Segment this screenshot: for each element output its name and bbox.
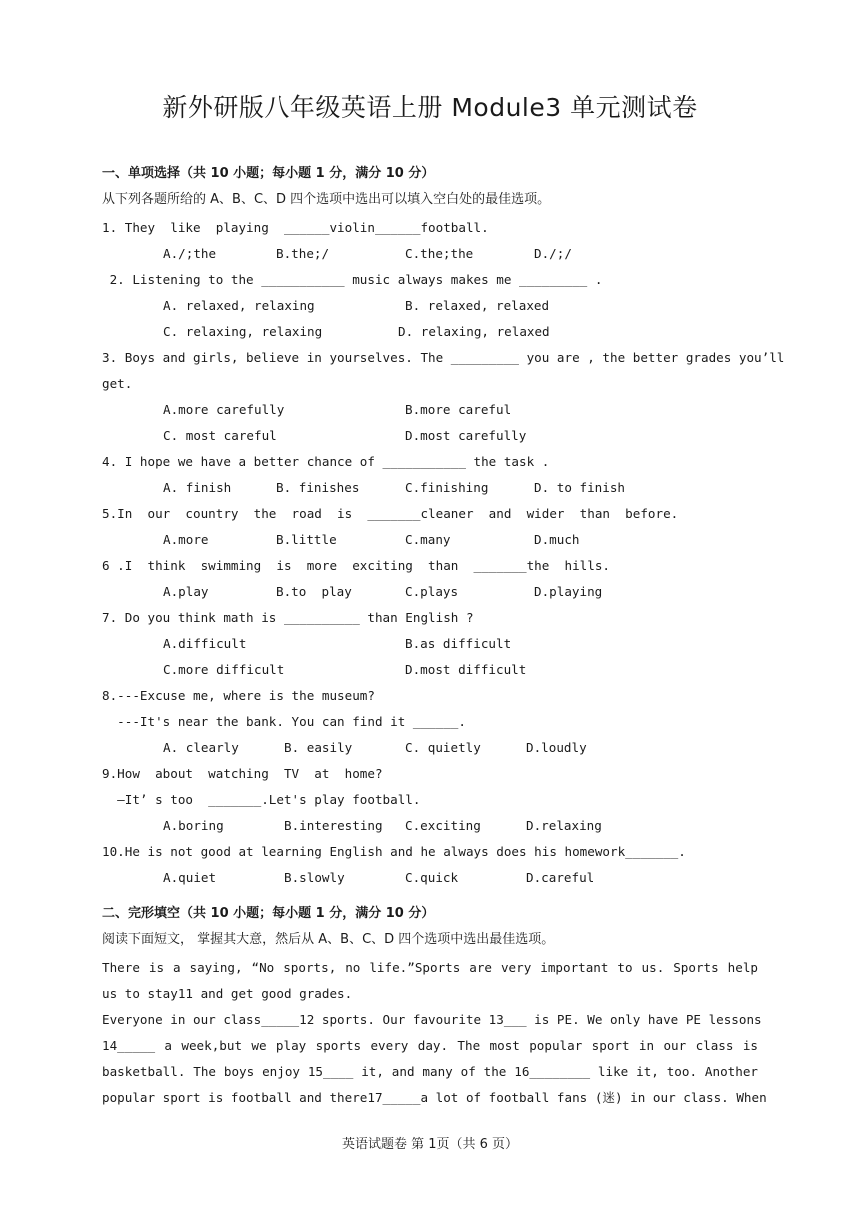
q1-option-c: C.the;the [405, 246, 474, 261]
q3-option-d: D.most carefully [405, 428, 527, 443]
question-3-stem: 3. Boys and girls, believe in yourselves. The _________ you are , the better grades you’ll [102, 350, 785, 365]
q3-option-b: B.more careful [405, 402, 512, 417]
q5-option-c: C.many [405, 532, 451, 547]
question-7-stem: 7. Do you think math is __________ than English ? [102, 610, 474, 625]
q3-option-c: C. most careful [163, 428, 277, 443]
q9-option-d: D.relaxing [526, 818, 602, 833]
question-4-stem: 4. I hope we have a better chance of ___________ the task . [102, 454, 550, 469]
q6-option-d: D.playing [534, 584, 603, 599]
question-1-stem: 1. They like playing ______violin______football. [102, 220, 489, 235]
q9-option-b: B.interesting [284, 818, 383, 833]
q7-option-b: B.as difficult [405, 636, 512, 651]
page-footer: 英语试题卷 第 1页（共 6 页） [341, 1137, 519, 1152]
q1-option-b: B.the;/ [276, 246, 330, 261]
q9-option-c: C.exciting [405, 818, 481, 833]
q2-option-d: D. relaxing, relaxed [398, 324, 550, 339]
question-2-stem: 2. Listening to the ___________ music always makes me _________ . [102, 272, 603, 287]
q4-option-c: C.finishing [405, 480, 489, 495]
question-10-stem: 10.He is not good at learning English and he always does his homework_______. [102, 844, 686, 859]
passage-line-4: 14_____ a week,but we play sports every day. The most popular sport in our class is [102, 1038, 758, 1053]
q5-option-a: A.more [163, 532, 209, 547]
question-9-stem: 9.How about watching TV at home? [102, 766, 383, 781]
passage-line-6: popular sport is football and there17_____a lot of football fans (迷) in our class. When [102, 1090, 767, 1105]
question-8-stem-cont: ---It's near the bank. You can find it ______. [102, 714, 466, 729]
q7-option-a: A.difficult [163, 636, 247, 651]
section-1-heading: 一、单项选择（共 10 小题；每小题 1 分，满分 10 分） [102, 166, 435, 181]
q6-option-a: A.play [163, 584, 209, 599]
q8-option-a: A. clearly [163, 740, 239, 755]
q7-option-c: C.more difficult [163, 662, 285, 677]
q2-option-a: A. relaxed, relaxing [163, 298, 315, 313]
question-9-stem-cont: —It’ s too _______.Let's play football. [102, 792, 421, 807]
q10-option-b: B.slowly [284, 870, 345, 885]
q10-option-c: C.quick [405, 870, 459, 885]
q1-option-d: D./;/ [534, 246, 572, 261]
q3-option-a: A.more carefully [163, 402, 285, 417]
question-5-stem: 5.In our country the road is _______cleaner and wider than before. [102, 506, 679, 521]
q5-option-d: D.much [534, 532, 580, 547]
page-title: 新外研版八年级英语上册 Module3 单元测试卷 [162, 93, 698, 122]
q8-option-b: B. easily [284, 740, 353, 755]
q10-option-d: D.careful [526, 870, 595, 885]
q4-option-d: D. to finish [534, 480, 625, 495]
q6-option-c: C.plays [405, 584, 459, 599]
q2-option-c: C. relaxing, relaxing [163, 324, 323, 339]
q4-option-a: A. finish [163, 480, 232, 495]
passage-line-2: us to stay11 and get good grades. [102, 986, 353, 1001]
q1-option-a: A./;the [163, 246, 217, 261]
passage-line-5: basketball. The boys enjoy 15____ it, and many of the 16________ like it, too. Another [102, 1064, 758, 1079]
q8-option-d: D.loudly [526, 740, 587, 755]
passage-line-1: There is a saying, “No sports, no life.”Sports are very important to us. Sports help [102, 960, 758, 975]
section-1-instruction: 从下列各题所给的 A、B、C、D 四个选项中选出可以填入空白处的最佳选项。 [102, 192, 551, 207]
q10-option-a: A.quiet [163, 870, 217, 885]
question-3-stem-cont: get. [102, 376, 133, 391]
q6-option-b: B.to play [276, 584, 352, 599]
q5-option-b: B.little [276, 532, 337, 547]
q7-option-d: D.most difficult [405, 662, 527, 677]
q4-option-b: B. finishes [276, 480, 360, 495]
section-2-heading: 二、完形填空（共 10 小题；每小题 1 分，满分 10 分） [102, 906, 435, 921]
q9-option-a: A.boring [163, 818, 224, 833]
q8-option-c: C. quietly [405, 740, 481, 755]
q2-option-b: B. relaxed, relaxed [405, 298, 550, 313]
question-8-stem: 8.---Excuse me, where is the museum? [102, 688, 375, 703]
section-2-instruction: 阅读下面短文， 掌握其大意，然后从 A、B、C、D 四个选项中选出最佳选项。 [102, 932, 555, 947]
question-6-stem: 6 .I think swimming is more exciting than _______the hills. [102, 558, 610, 573]
passage-line-3: Everyone in our class_____12 sports. Our favourite 13___ is PE. We only have PE lessons [102, 1012, 762, 1027]
